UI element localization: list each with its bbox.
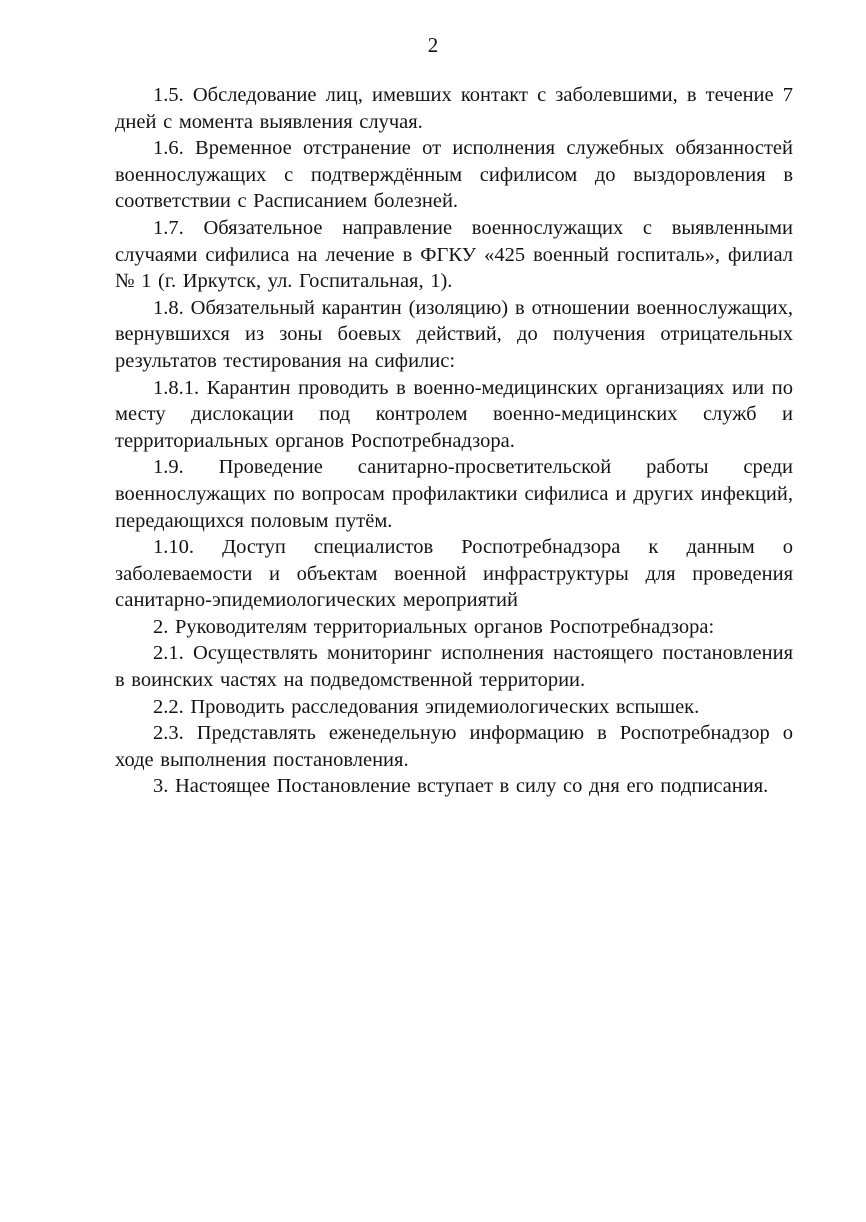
paragraph-3: 3. Настоящее Постановление вступает в силу со дня его подписания. <box>153 775 769 798</box>
paragraph-2: 2. Руководителям территориальных органов Роспотребнадзора: <box>153 615 715 638</box>
paragraph-1-9: 1.9. Проведение санитарно-просветительской работы среди военнослужащих по вопросам профилактики сифилиса и других инфекций, передающихся половым путём. <box>115 456 793 532</box>
page-number: 2 <box>427 33 439 57</box>
paragraph-2-2: 2.2. Проводить расследования эпидемиологических вспышек. <box>153 695 700 718</box>
paragraph-1-6: 1.6. Временное отстранение от исполнения служебных обязанностей военнослужащих с подтверждённым сифилисом до выздоровления в соответствии с Расписанием болезней. <box>115 137 793 213</box>
paragraph-1-10: 1.10. Доступ специалистов Роспотребнадзора к данным о заболеваемости и объектам военной инфраструктуры для проведения санитарно-эпидемиологических мероприятий <box>115 536 793 612</box>
signature-block <box>0 880 866 1110</box>
document-body <box>115 82 793 800</box>
paragraph-1-5: 1.5. Обследование лиц, имевших контакт с заболевшими, в течение 7 дней с момента выявления случая. <box>115 84 793 133</box>
paragraph-1-8-1: 1.8.1. Карантин проводить в военно-медицинских организациях или по месту дислокации под контролем военно-медицинских служб и территориальных органов Роспотребнадзора. <box>115 376 793 452</box>
paragraph-1-7: 1.7. Обязательное направление военнослужащих с выявленными случаями сифилиса на лечение в ФГКУ «425 военный госпиталь», филиал № 1 (г. Иркутск, ул. Госпитальная, 1). <box>115 216 793 293</box>
paragraph-2-1: 2.1. Осуществлять мониторинг исполнения настоящего постановления в воинских частях на подведомственной территории. <box>115 642 793 692</box>
paragraph-1-8: 1.8. Обязательный карантин (изоляцию) в отношении военнослужащих, вернувшихся из зоны боевых действий, до получения отрицательных результатов тестирования на сифилис: <box>115 296 793 372</box>
paragraph-2-3: 2.3. Представлять еженедельную информацию в Роспотребнадзор о ходе выполнения постановления. <box>115 722 793 771</box>
